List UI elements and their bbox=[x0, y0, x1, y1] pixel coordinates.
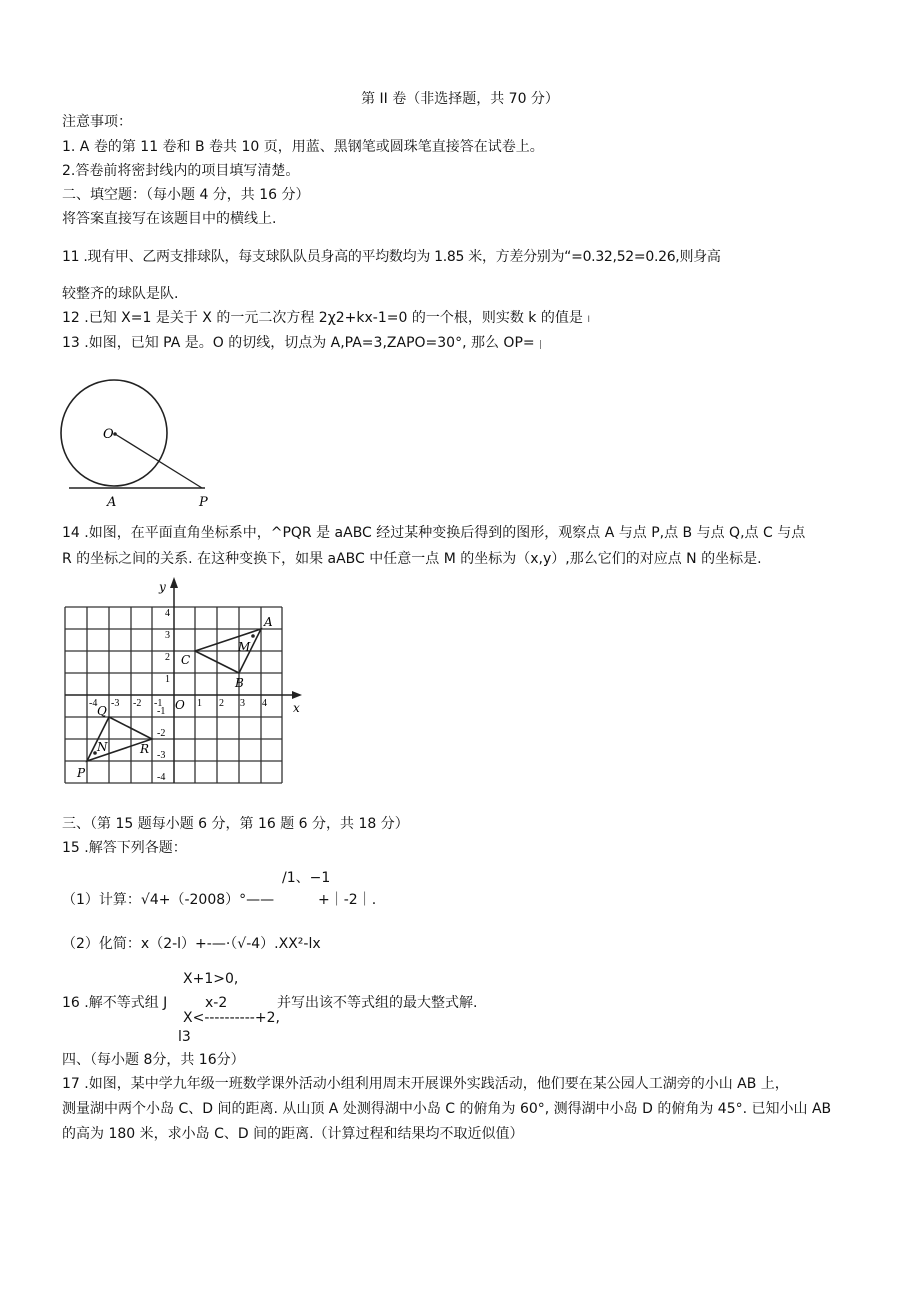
x-tick: 4 bbox=[262, 698, 267, 709]
question-16-inequality-2: X<----------+2, bbox=[183, 1010, 280, 1026]
point-label-b: B bbox=[235, 676, 244, 690]
question-14-line2: R 的坐标之间的关系. 在这种变换下，如果 aABC 中任意一点 M 的坐标为（x,y）,那么它们的对应点 N 的坐标是. bbox=[62, 551, 762, 567]
x-tick: -3 bbox=[111, 698, 120, 709]
section2-instruction: 将答案直接写在该题目中的横线上. bbox=[62, 211, 277, 227]
x-tick: 1 bbox=[197, 698, 202, 709]
question-17-line3: 的高为 180 米，求小岛 C、D 间的距离.（计算过程和结果均不取近似值） bbox=[62, 1126, 524, 1142]
question-16-prefix: 16 .解不等式组 J bbox=[62, 995, 168, 1011]
point-label-n: N bbox=[97, 740, 108, 754]
question-16-suffix: 并写出该不等式组的最大整式解. bbox=[277, 995, 478, 1011]
point-label-a: A bbox=[264, 615, 273, 629]
point-label-a: A bbox=[107, 495, 117, 510]
section4-heading: 四、（每小题 8分，共 16分） bbox=[62, 1052, 245, 1068]
y-tick: -1 bbox=[157, 706, 166, 717]
section-title: 第 II 卷（非选择题，共 70 分） bbox=[361, 91, 559, 107]
point-label-r: R bbox=[140, 742, 150, 756]
point-label-p: P bbox=[77, 766, 86, 780]
question-16-fraction-numerator: x-2 bbox=[205, 995, 228, 1011]
x-tick: 3 bbox=[240, 698, 245, 709]
section3-heading: 三、（第 15 题每小题 6 分，第 16 题 6 分，共 18 分） bbox=[62, 816, 409, 832]
tangent-circle-figure bbox=[55, 370, 225, 510]
y-tick: 3 bbox=[165, 630, 170, 641]
origin-label: O bbox=[175, 698, 185, 712]
coordinate-grid-figure bbox=[55, 575, 305, 790]
x-tick: -1 bbox=[154, 698, 163, 709]
y-tick: -4 bbox=[157, 772, 166, 783]
question-11-line1: 11 .现有甲、乙两支排球队，每支球队队员身高的平均数均为 1.85 米，方差分别为“=0.32,52=0.26,则身高 bbox=[62, 249, 721, 265]
y-tick: 2 bbox=[165, 652, 170, 663]
question-16-inequality-1: X+1>0, bbox=[183, 971, 239, 987]
x-tick: -2 bbox=[133, 698, 142, 709]
y-tick: 1 bbox=[165, 674, 170, 685]
question-15-1: （1）计算：√4+（-2008）°—— bbox=[62, 892, 275, 908]
point-label-c: C bbox=[181, 653, 191, 667]
axis-label-x: x bbox=[293, 701, 300, 715]
note-item-2: 2.答卷前将密封线内的项目填写清楚。 bbox=[62, 163, 300, 179]
note-item-1: 1. A 卷的第 11 卷和 B 卷共 10 页，用蓝、黑钢笔或圆珠笔直接答在试卷上。 bbox=[62, 139, 544, 155]
axis-label-y: y bbox=[159, 580, 166, 594]
y-tick: -3 bbox=[157, 750, 166, 761]
question-17-line1: 17 .如图，某中学九年级一班数学课外活动小组利用周末开展课外实践活动，他们要在某公园人工湖旁的小山 AB 上， bbox=[62, 1076, 789, 1092]
question-13 bbox=[62, 333, 542, 355]
answer-mark: | bbox=[539, 340, 543, 350]
question-13-text: 13 .如图，已知 PA 是。O 的切线，切点为 A,PA=3,ZAPO=30°, 那么 OP= bbox=[62, 335, 535, 351]
question-12-text: 12 .已知 X=1 是关于 X 的一元二次方程 2χ2+kx-1=0 的一个根，则实数 k 的值是 bbox=[62, 310, 583, 326]
question-15-1-tail: +｜-2｜. bbox=[318, 892, 377, 908]
question-15-1-fraction: /1、−1 bbox=[282, 870, 331, 886]
question-14-line1: 14 .如图，在平面直角坐标系中，^PQR 是 aABC 经过某种变换后得到的图形，观察点 A 与点 P,点 B 与点 Q,点 C 与点 bbox=[62, 525, 806, 541]
point-label-p: P bbox=[199, 495, 208, 510]
section2-heading: 二、填空题：（每小题 4 分，共 16 分） bbox=[62, 187, 310, 203]
question-12 bbox=[62, 308, 590, 330]
question-11-line2: 较整齐的球队是队. bbox=[62, 286, 179, 302]
question-17-line2: 测量湖中两个小岛 C、D 间的距离. 从山顶 A 处测得湖中小岛 C 的俯角为 60°, 测得湖中小岛 D 的俯角为 45°. 已知小山 AB bbox=[62, 1101, 832, 1117]
y-tick: -2 bbox=[157, 728, 166, 739]
point-label-q: Q bbox=[97, 704, 107, 718]
question-16-fraction-denominator: l3 bbox=[178, 1029, 191, 1045]
question-15-intro: 15 .解答下列各题： bbox=[62, 840, 187, 856]
point-label-o: O bbox=[103, 427, 114, 442]
point-label-m: M bbox=[238, 640, 251, 654]
x-tick: -4 bbox=[89, 698, 98, 709]
answer-mark: I bbox=[587, 315, 590, 325]
y-tick: 4 bbox=[165, 608, 170, 619]
question-15-2: （2）化简：x（2-l）+-—·（√-4）.XX²-lx bbox=[62, 936, 321, 952]
x-tick: 2 bbox=[219, 698, 224, 709]
notes-heading: 注意事项： bbox=[62, 114, 132, 130]
